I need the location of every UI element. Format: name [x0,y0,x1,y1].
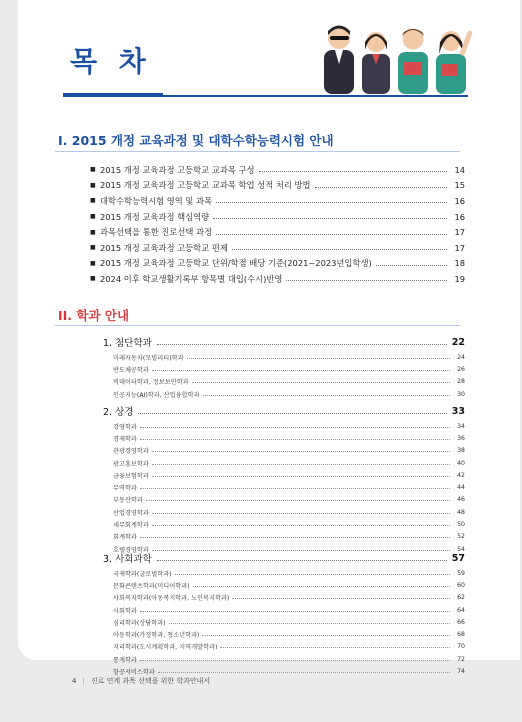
toc-subentry[interactable]: 통계학과 72 [113,655,465,664]
toc-group-heading[interactable]: 2. 상경 33 [103,405,465,418]
toc-entry[interactable]: ■ 2024 이후 학교생활기록부 항목별 대입(수시)반영 19 [90,273,465,284]
toc-subentry[interactable]: 항공서비스학과 74 [113,668,465,677]
section-2-divider [55,325,460,326]
bullet-icon: ■ [90,197,96,205]
toc-group-heading[interactable]: 1. 첨단학과 22 [103,336,465,349]
bullet-icon: ■ [90,181,96,189]
footer-title: 진로 연계 과목 선택을 위한 학과안내서 [90,677,211,685]
toc-group-business [103,404,465,555]
bullet-icon: ■ [90,166,96,174]
section-1-heading: I. 2015 개정 교육과정 및 대학수학능력시험 안내 [58,133,334,148]
toc-subentry[interactable]: 국제학과(글로벌학과) 59 [113,569,465,578]
toc-entry[interactable]: ■ 대학수학능력시험 영역 및 과목 16 [90,195,465,206]
toc-subentry[interactable]: 아동학과(가정학과, 청소년학과) 68 [113,631,465,640]
toc-entry[interactable]: ■ 과목선택을 통한 진로선택 과정 17 [90,227,465,238]
bullet-icon: ■ [90,228,96,236]
bullet-icon: ■ [90,213,96,221]
students-illustration [318,20,488,94]
toc-subentry[interactable]: 부동산학과 46 [113,496,465,505]
toc-subentry[interactable]: 경영학과 34 [113,422,465,431]
bullet-icon: ■ [90,275,96,283]
section-2-heading: II. 학과 안내 [58,308,130,323]
page-title: 목 차 [70,45,152,78]
toc-subentry[interactable]: 경제학과 36 [113,434,465,443]
toc-entry[interactable]: ■ 2015 개정 교육과정 고등학교 교과목 구성 14 [90,164,465,175]
toc-subentry[interactable]: 심리학과(상담학과) 66 [113,618,465,627]
bullet-icon: ■ [90,259,96,267]
page-number: 4 [72,677,77,685]
toc-subentry[interactable]: 산업경영학과 48 [113,508,465,517]
toc-subentry[interactable]: 관광경영학과 38 [113,447,465,456]
page-footer [72,676,210,686]
toc-subentry[interactable]: 사회학과 64 [113,606,465,615]
toc-group-heading[interactable]: 3. 사회과학 57 [103,552,465,565]
toc-subentry[interactable]: 광고홍보학과 40 [113,459,465,468]
toc-subentry[interactable]: 지리학과(도시계획학과, 지역개발학과) 70 [113,643,465,652]
toc-subentry[interactable]: 반도체공학과 26 [113,365,465,374]
toc-subentry[interactable]: 세무회계학과 50 [113,521,465,530]
title-underline [63,95,468,97]
toc-subentry[interactable]: 문화콘텐츠학과(미디어학과) 60 [113,581,465,590]
toc-entry[interactable]: ■ 2015 개정 교육과정 고등학교 단위/학점 배당 기준(2021~2023년입학생) 18 [90,258,465,269]
toc-entry[interactable]: ■ 2015 개정 교육과정 핵심역량 16 [90,211,465,222]
toc-subentry[interactable]: 인공지능(AI)학과, 산업융합학과 30 [113,390,465,399]
toc-subentry[interactable]: 무역학과 44 [113,484,465,493]
bullet-icon: ■ [90,244,96,252]
section-1-divider [55,151,460,152]
toc-group-advanced [103,335,465,400]
toc-subentry[interactable]: 사회복지학과(아동복지학과, 노인복지학과) 62 [113,594,465,603]
toc-entry[interactable]: ■ 2015 개정 교육과정 고등학교 편제 17 [90,242,465,253]
toc-subentry[interactable]: 금융보험학과 42 [113,471,465,480]
footer-separator: | [82,677,85,685]
toc-group-social-science [103,551,465,678]
toc-subentry[interactable]: 빅데이터학과, 정보보안학과 28 [113,378,465,387]
toc-subentry[interactable]: 회계학과 52 [113,533,465,542]
toc-entry[interactable]: ■ 2015 개정 교육과정 고등학교 교과목 학업 성적 처리 방법 15 [90,180,465,191]
toc-subentry[interactable]: 호텔경영학과 54 [113,545,465,554]
section-1-list [90,162,465,287]
toc-subentry[interactable]: 미래자동차(모빌리티)학과 24 [113,353,465,362]
